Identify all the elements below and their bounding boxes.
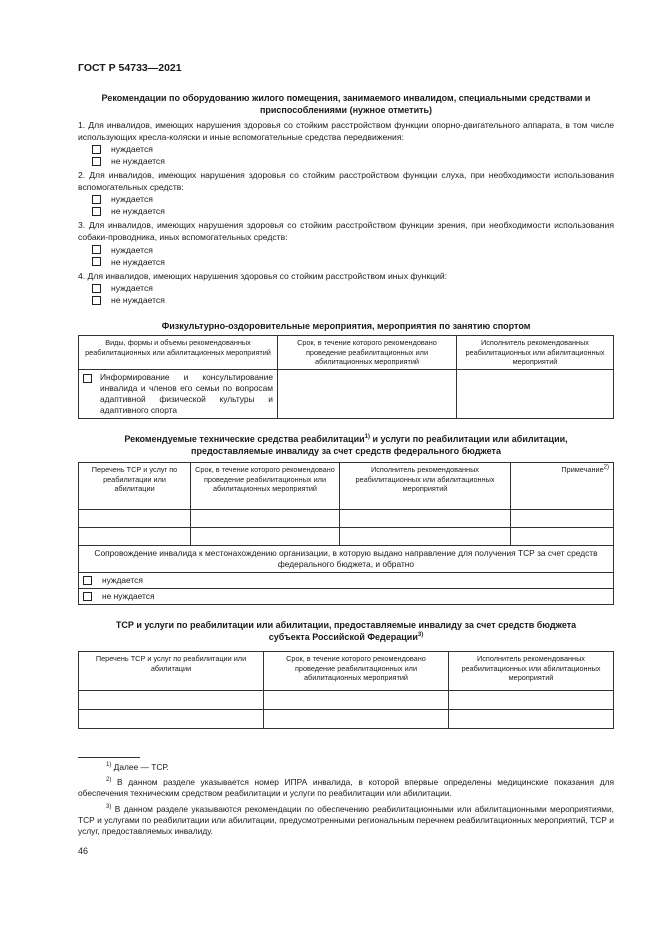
column-header: Исполнитель рекомендованных реабилитационных или абилитационных мероприятий xyxy=(449,652,614,691)
option-not-needs[interactable] xyxy=(78,205,614,217)
table-cell[interactable] xyxy=(191,510,340,528)
table-cell[interactable] xyxy=(511,528,614,546)
rec-item xyxy=(78,170,614,217)
option-label: не нуждается xyxy=(111,256,165,267)
table-cell[interactable] xyxy=(264,691,449,710)
tsr-title-part: и услуги по реабилитации или абилитации, xyxy=(370,434,568,444)
table-row xyxy=(79,710,614,729)
footnote xyxy=(78,804,614,838)
checkbox[interactable] xyxy=(92,145,101,154)
footnote-ref: 3) xyxy=(417,632,424,638)
column-header: Срок, в течение которого рекомендовано проведение реабилитационных или абилитационных мероприятий xyxy=(191,463,340,510)
table-cell[interactable] xyxy=(79,510,191,528)
column-header: Исполнитель рекомендованных реабилитационных или абилитационных мероприятий xyxy=(457,336,614,370)
rec-item xyxy=(78,120,614,167)
rec-item-text: 3. Для инвалидов, имеющих нарушения здоровья со стойким расстройством функции зрения, при необходимости использования собаки-проводника, иных вспомогательных средств: xyxy=(78,220,614,242)
table-cell xyxy=(79,589,614,605)
table-cell[interactable] xyxy=(79,691,264,710)
table-cell xyxy=(79,573,614,589)
option-not-needs[interactable] xyxy=(78,256,614,268)
sport-option-text: Информирование и консультирование инвалида и членов его семьи по вопросам адаптивной физической культуры и адаптивного спорта xyxy=(100,371,273,415)
sport-option[interactable] xyxy=(83,372,273,416)
checkbox[interactable] xyxy=(92,284,101,293)
table-row xyxy=(79,589,614,605)
tsr-table xyxy=(78,462,614,605)
checkbox[interactable] xyxy=(92,207,101,216)
option-label: нуждается xyxy=(111,194,153,205)
table-cell[interactable] xyxy=(191,528,340,546)
option-label: нуждается xyxy=(111,283,153,294)
checkbox[interactable] xyxy=(92,157,101,166)
tsr-section-title xyxy=(78,433,614,457)
regional-section-title xyxy=(78,619,614,643)
option-not-needs[interactable] xyxy=(83,591,609,602)
option-label: нуждается xyxy=(111,244,153,255)
page-number: 46 xyxy=(78,846,89,856)
option-needs[interactable] xyxy=(83,575,609,586)
checkbox[interactable] xyxy=(83,374,92,383)
option-label: не нуждается xyxy=(111,206,165,217)
sport-section-title: Физкультурно-оздоровительные мероприятия, мероприятия по занятию спортом xyxy=(161,321,531,331)
table-cell[interactable] xyxy=(457,369,614,418)
regional-table xyxy=(78,651,614,729)
footnote xyxy=(78,762,614,773)
rec-item xyxy=(78,220,614,267)
option-label: нуждается xyxy=(111,144,153,155)
table-row xyxy=(79,691,614,710)
option-needs[interactable] xyxy=(78,282,614,294)
option-needs[interactable] xyxy=(78,244,614,256)
checkbox[interactable] xyxy=(92,296,101,305)
option-not-needs[interactable] xyxy=(78,294,614,306)
tsr-title-part: Рекомендуемые технические средства реабилитации xyxy=(124,434,365,444)
escort-text: Сопровождение инвалида к местонахождению организации, в которую выдано направление для получения ТСР за счет средств федерального бюджета, и обратно xyxy=(79,546,614,573)
column-header: Виды, формы и объемы рекомендованных реабилитационных или абилитационных мероприятий xyxy=(79,336,278,370)
column-header: Срок, в течение которого рекомендовано проведение реабилитационных или абилитационных мероприятий xyxy=(264,652,449,691)
footnote-mark: 1) xyxy=(106,762,112,769)
table-cell[interactable] xyxy=(511,510,614,528)
option-not-needs[interactable] xyxy=(78,155,614,167)
column-header-text: Примечание xyxy=(561,465,604,474)
footnote-ref: 1) xyxy=(364,434,370,440)
sport-table xyxy=(78,335,614,419)
checkbox[interactable] xyxy=(92,245,101,254)
regional-title-part: субъекта Российской Федерации xyxy=(268,632,418,642)
rec-items xyxy=(78,120,614,306)
rec-item-text: 1. Для инвалидов, имеющих нарушения здоровья со стойким расстройством функции опорно-двигательного аппарата, в том числе использующих кресла-коляски и иные вспомогательные средства передвижения: xyxy=(78,120,614,142)
column-header xyxy=(511,463,614,510)
checkbox[interactable] xyxy=(83,576,92,585)
table-row xyxy=(79,528,614,546)
table-header-row xyxy=(79,463,614,510)
table-cell xyxy=(79,369,278,418)
rec-section-title: Рекомендации по оборудованию жилого помещения, занимаемого инвалидом, специальными средствами и приспособлениями (нужное отметить) xyxy=(101,93,591,115)
option-label: нуждается xyxy=(102,575,143,585)
regional-title-part: ТСР и услуги по реабилитации или абилитации, предоставляемые инвалиду за счет средств бюджета xyxy=(115,620,577,630)
option-label: не нуждается xyxy=(111,295,165,306)
option-needs[interactable] xyxy=(78,143,614,155)
column-header: Исполнитель рекомендованных реабилитационных или абилитационных мероприятий xyxy=(340,463,511,510)
table-cell[interactable] xyxy=(264,710,449,729)
checkbox[interactable] xyxy=(92,257,101,266)
table-row xyxy=(79,369,614,418)
footnote-mark: 3) xyxy=(106,803,112,810)
table-row xyxy=(79,510,614,528)
footnote-divider xyxy=(78,757,140,758)
footnote-ref: 2) xyxy=(603,464,609,471)
checkbox[interactable] xyxy=(92,195,101,204)
table-cell[interactable] xyxy=(340,510,511,528)
table-cell[interactable] xyxy=(449,691,614,710)
footnotes xyxy=(78,762,614,837)
table-cell[interactable] xyxy=(449,710,614,729)
column-header: Срок, в течение которого рекомендовано проведение реабилитационных или абилитационных мероприятий xyxy=(278,336,457,370)
option-label: не нуждается xyxy=(111,156,165,167)
table-header-row xyxy=(79,652,614,691)
table-row xyxy=(79,573,614,589)
table-row xyxy=(79,546,614,573)
rec-item-text: 2. Для инвалидов, имеющих нарушения здоровья со стойким расстройством функции слуха, при необходимости использования вспомогательных средств: xyxy=(78,170,614,192)
footnote-mark: 2) xyxy=(106,777,112,784)
table-cell[interactable] xyxy=(79,528,191,546)
document-code: ГОСТ Р 54733—2021 xyxy=(78,62,182,74)
option-label: не нуждается xyxy=(102,591,155,601)
table-header-row xyxy=(79,336,614,370)
footnote-text: В данном разделе указываются рекомендации по обеспечению реабилитационными или абилитационными мероприятиями, ТСР и услугами по реабилитации или абилитации, предусмотренными региональным перечнем реабилитационных мероприятий, ТСР и услуг, предоставляемых инвалиду. xyxy=(78,803,614,837)
footnote xyxy=(78,777,614,799)
column-header: Перечень ТСР и услуг по реабилитации или абилитации xyxy=(79,652,264,691)
table-cell[interactable] xyxy=(278,369,457,418)
footnote-text: Далее — ТСР. xyxy=(111,762,169,772)
option-needs[interactable] xyxy=(78,193,614,205)
column-header: Перечень ТСР и услуг по реабилитации или абилитации xyxy=(79,463,191,510)
checkbox[interactable] xyxy=(83,592,92,601)
tsr-title-part: предоставляемые инвалиду за счет средств федерального бюджета xyxy=(191,446,501,456)
table-cell[interactable] xyxy=(340,528,511,546)
rec-item-text: 4. Для инвалидов, имеющих нарушения здоровья со стойким расстройством иных функций: xyxy=(78,270,448,281)
footnote-text: В данном разделе указывается номер ИПРА инвалида, в которой впервые определены медицинские показания для обеспечения техническим средством реабилитации и услуги по реабилитации или абилитации. xyxy=(78,777,614,799)
rec-item xyxy=(78,271,614,307)
table-cell[interactable] xyxy=(79,710,264,729)
